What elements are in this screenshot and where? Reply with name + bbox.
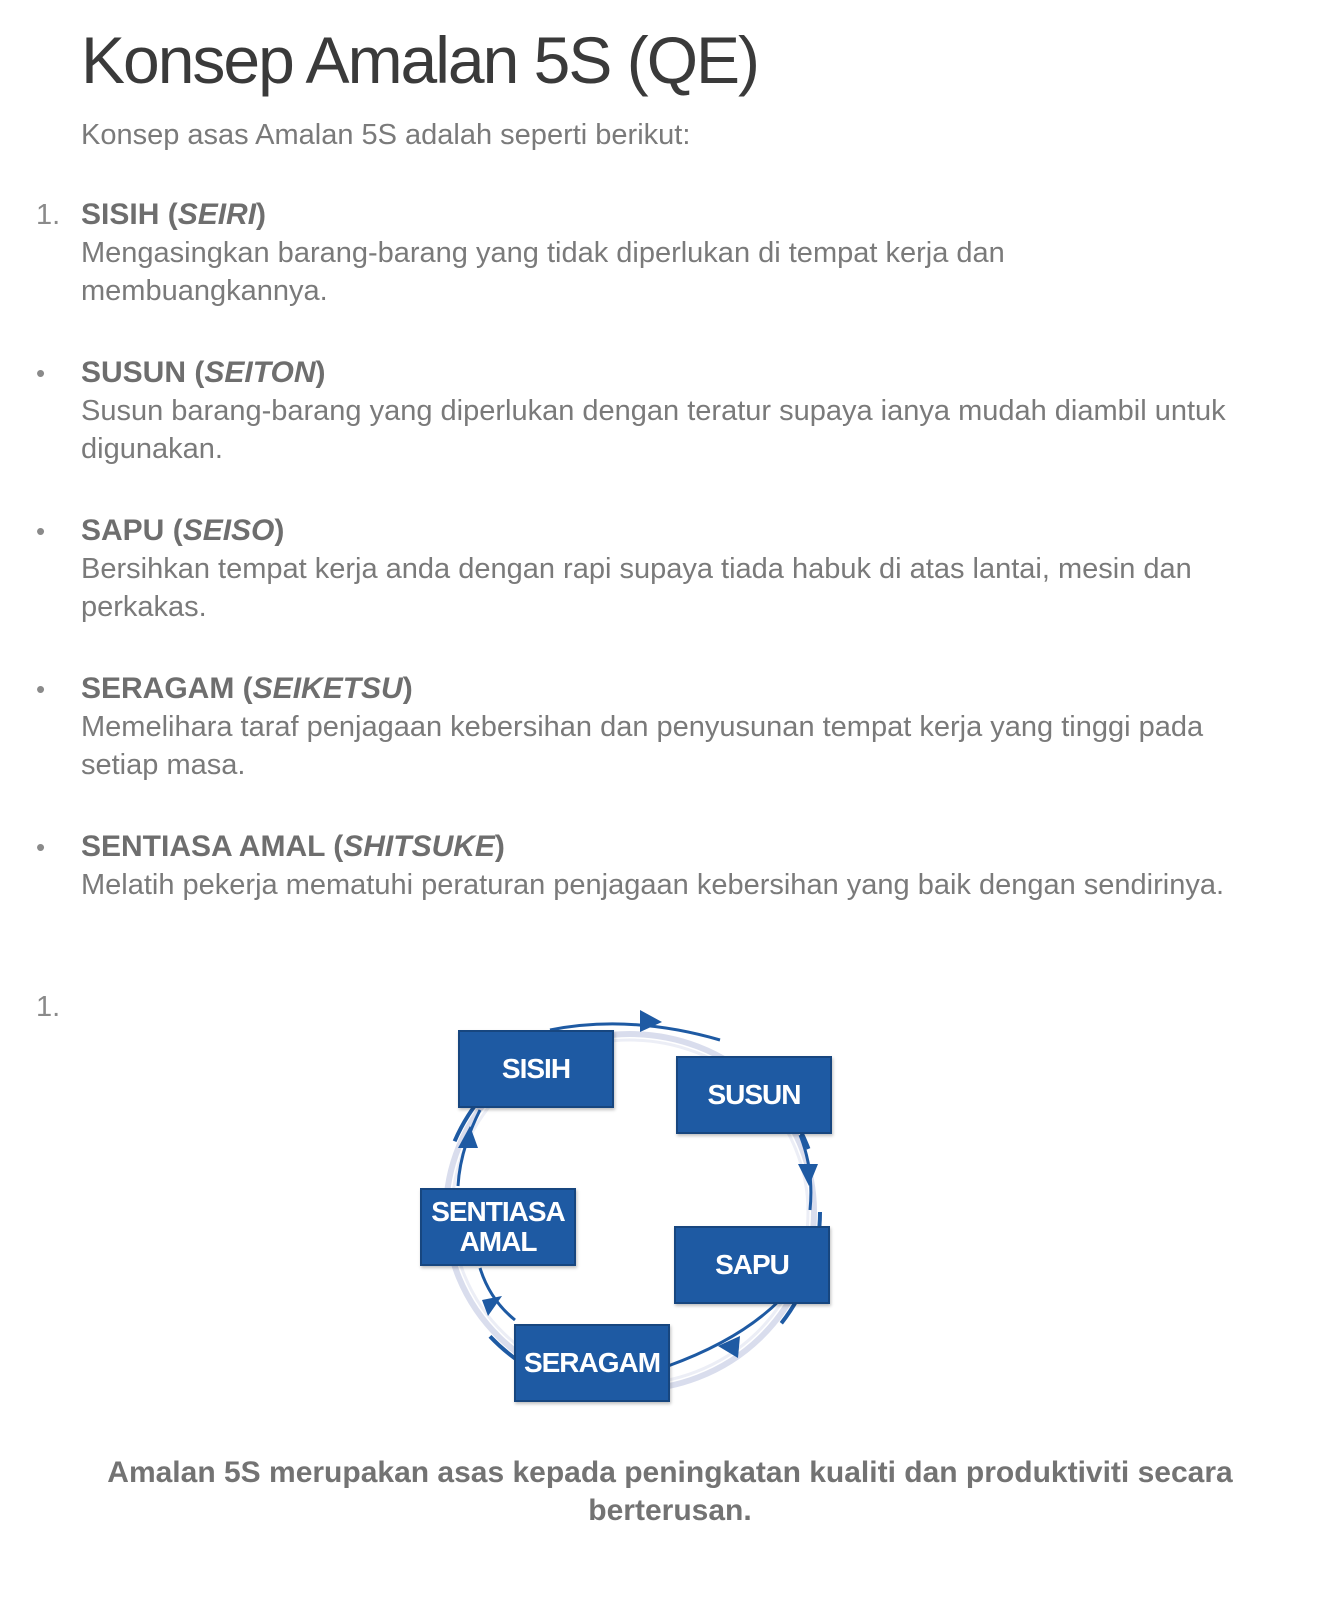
list-number: 1.	[36, 991, 61, 1023]
item-japanese-name: SEITON	[204, 356, 316, 389]
item-heading: SUSUN (SEITON)	[81, 356, 326, 389]
arrow-icon	[798, 1164, 818, 1186]
box-sisih: SISIH	[458, 1030, 614, 1108]
item-japanese-name: SEIKETSU	[252, 672, 403, 705]
item-description: Susun barang-barang yang diperlukan dengan teratur supaya ianya mudah diambil untuk digunakan.	[81, 395, 1226, 465]
item-description: Bersihkan tempat kerja anda dengan rapi supaya tiada habuk di atas lantai, mesin dan perkakas.	[81, 553, 1192, 623]
page-title: Konsep Amalan 5S (QE)	[81, 23, 759, 97]
item-name: SENTIASA AMAL	[81, 830, 325, 863]
item-description: Memelihara taraf penjagaan kebersihan dan penyusunan tempat kerja yang tinggi pada setiap masa.	[81, 711, 1204, 781]
5s-cycle-diagram	[400, 1000, 860, 1420]
item-name: SERAGAM	[81, 672, 235, 705]
box-sentiasa-amal	[420, 1188, 576, 1266]
item-heading: SERAGAM (SEIKETSU)	[81, 672, 413, 705]
item-name: SAPU	[81, 514, 165, 547]
bullet-icon: •	[36, 358, 46, 388]
item-heading: SISIH (SEIRI)	[81, 198, 267, 231]
item-name: SISIH	[81, 198, 160, 231]
item-heading: SENTIASA AMAL (SHITSUKE)	[81, 830, 505, 863]
box-label-line2: AMAL	[459, 1226, 537, 1257]
intro-text: Konsep asas Amalan 5S adalah seperti berikut:	[81, 119, 691, 151]
bullet-icon: •	[36, 832, 46, 862]
item-japanese-name: SEISO	[182, 514, 275, 547]
arrow-icon	[640, 1010, 662, 1032]
list-number: 1.	[36, 199, 61, 231]
bullet-icon: •	[36, 674, 46, 704]
item-description: Melatih pekerja mematuhi peraturan penjagaan kebersihan yang baik dengan sendirinya.	[81, 869, 1225, 901]
box-seragam: SERAGAM	[514, 1324, 670, 1402]
item-japanese-name: SHITSUKE	[343, 830, 495, 863]
item-heading: SAPU (SEISO)	[81, 514, 285, 547]
item-japanese-name: SEIRI	[177, 198, 257, 231]
box-susun: SUSUN	[676, 1056, 832, 1134]
box-sapu: SAPU	[674, 1226, 830, 1304]
box-label-line1: SENTIASA	[431, 1196, 565, 1227]
footer-statement: Amalan 5S merupakan asas kepada peningkatan kualiti dan produktiviti secara berterusan.	[107, 1456, 1233, 1527]
item-description: Mengasingkan barang-barang yang tidak diperlukan di tempat kerja dan membuangkannya.	[81, 237, 1005, 307]
item-name: SUSUN	[81, 356, 187, 389]
bullet-icon: •	[36, 516, 46, 546]
